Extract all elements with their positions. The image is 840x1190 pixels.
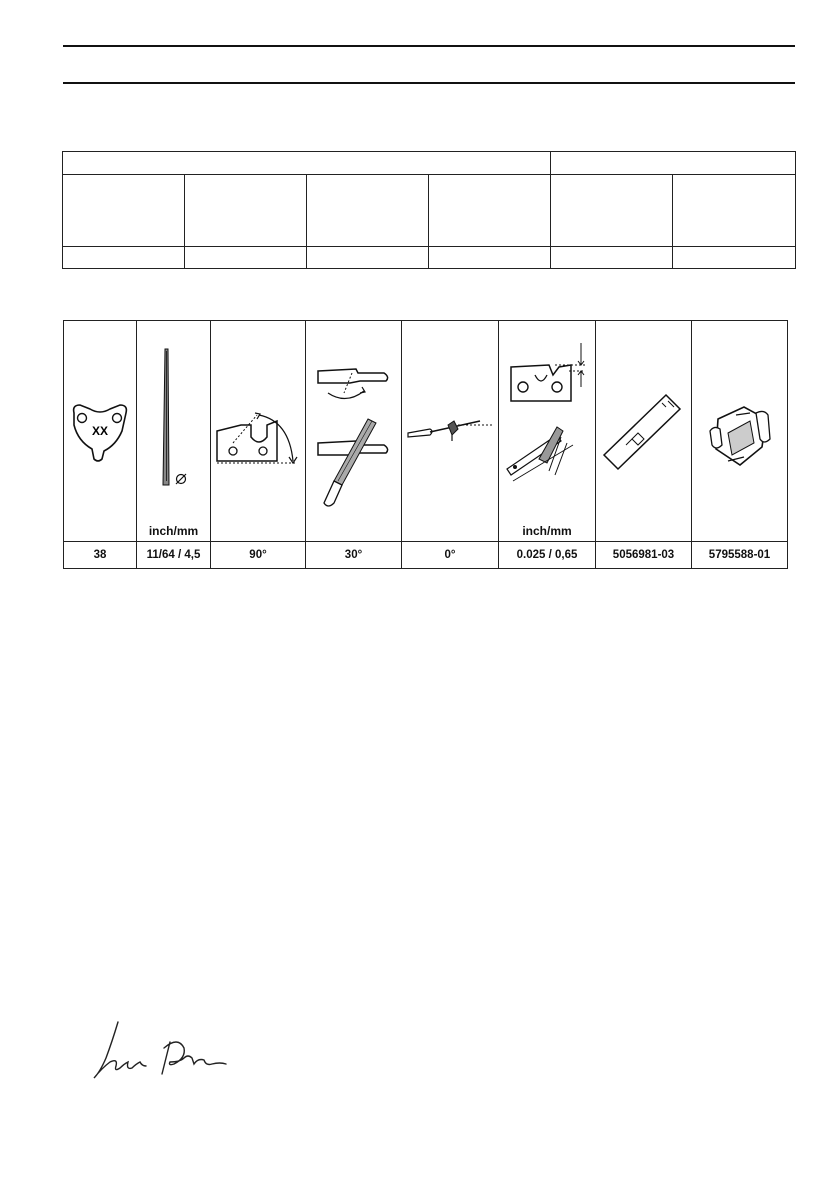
file-holder-cell	[692, 321, 788, 542]
value-gauge-tool-part-number: 5056981-03	[596, 542, 692, 569]
grid-cell	[429, 247, 551, 269]
grid-header-left	[63, 152, 551, 175]
drive-link-marking-label: XX	[91, 424, 109, 438]
drive-link-cell	[64, 321, 137, 542]
value-depth-gauge: 0.025 / 0,65	[499, 542, 596, 569]
grid-cell	[307, 247, 429, 269]
top-plate-angle-cell	[211, 321, 306, 542]
grid-cell	[551, 175, 673, 247]
file-holder-icon	[692, 321, 788, 541]
round-file-icon	[137, 321, 211, 541]
grid-cell	[185, 175, 307, 247]
cutting-angle-cell	[306, 321, 402, 542]
depth-gauge-cell	[499, 321, 596, 542]
grid-cell	[673, 247, 796, 269]
value-cutting-angle: 30°	[306, 542, 402, 569]
round-file-cell	[137, 321, 211, 542]
cutting-angle-icon	[306, 321, 402, 541]
grid-cell	[429, 175, 551, 247]
value-file-holder-part-number: 5795588-01	[692, 542, 788, 569]
value-file-diameter: 11/64 / 4,5	[137, 542, 211, 569]
grid-header-right	[551, 152, 796, 175]
handwritten-signature	[88, 1018, 238, 1084]
grid-cell	[551, 247, 673, 269]
value-drive-links: 38	[64, 542, 137, 569]
file-guide-cell	[402, 321, 499, 542]
top-plate-filing-angle-icon	[211, 321, 306, 541]
header-rule-bottom	[63, 82, 795, 84]
drive-link-marking-icon	[64, 321, 136, 541]
grid-cell	[307, 175, 429, 247]
value-top-plate-angle: 90°	[211, 542, 306, 569]
file-unit-label: inch/mm	[148, 524, 199, 538]
grid-cell	[673, 175, 796, 247]
depth-gauge-tool-icon	[596, 321, 692, 541]
empty-grid-table	[62, 151, 796, 269]
depth-gauge-setting-icon	[499, 321, 596, 541]
sharpening-spec-table	[63, 320, 788, 569]
header-rule-top	[63, 45, 795, 47]
depth-gauge-tool-cell	[596, 321, 692, 542]
grid-cell	[63, 247, 185, 269]
grid-cell	[185, 247, 307, 269]
depth-unit-label: inch/mm	[522, 524, 572, 538]
value-file-guide-angle: 0°	[402, 542, 499, 569]
file-guide-level-icon	[402, 321, 499, 541]
grid-cell	[63, 175, 185, 247]
